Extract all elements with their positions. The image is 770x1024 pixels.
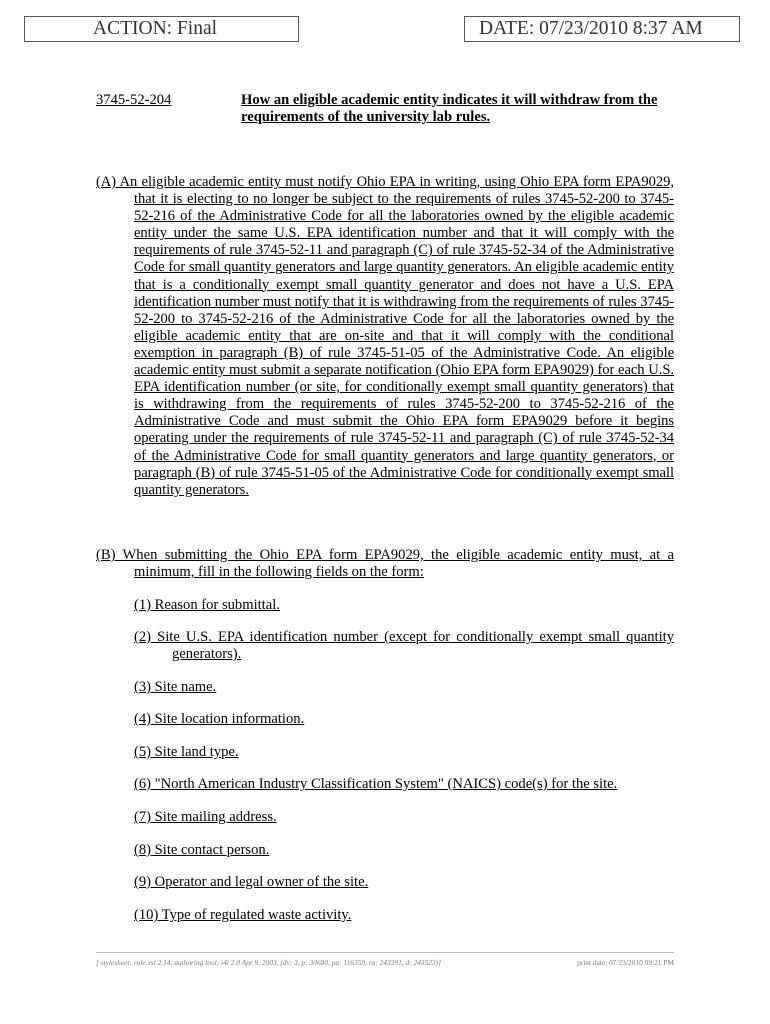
action-status-box xyxy=(24,16,299,42)
rule-title: How an eligible academic entity indicates it will withdraw from the requirements of the university lab rules. xyxy=(241,92,658,125)
list-item-3: (3) Site name. xyxy=(134,679,217,695)
list-item-6: (6) "North American Industry Classification System" (NAICS) code(s) for the site. xyxy=(134,776,618,792)
list-item-7: (7) Site mailing address. xyxy=(134,809,277,825)
date-text: DATE: 07/23/2010 8:37 AM xyxy=(479,18,703,39)
list-item-9: (9) Operator and legal owner of the site. xyxy=(134,874,369,890)
list-item-2: (2) Site U.S. EPA identification number (except for conditionally exempt small quantity generators). xyxy=(134,629,674,662)
paragraph-a: (A) An eligible academic entity must notify Ohio EPA in writing, using Ohio EPA form EPA9029, that it is electing to no longer be subject to the requirements of rules 3745-52-200 to 3745-52-216 of the Administrative Code for all the laboratories owned by the eligible academic entity under the same U.S. EPA identification number and that it will comply with the requirements of rule 3745-52-11 and paragraph (C) of rule 3745-52-34 of the Administrative Code for small quantity generators and large quantity generators. An eligible academic entity that is a conditionally exempt small quantity generator and does not have a U.S. EPA identification number must notify that it is withdrawing from the requirements of rules 3745-52-200 to 3745-52-216 of the Administrative Code for all the laboratories owned by the eligible academic entity that are on-site and that it will comply with the conditional exemption in paragraph (B) of rule 3745-51-05 of the Administrative Code. An eligible academic entity must submit a separate notification (Ohio EPA form EPA9029) for each U.S. EPA identification number (or site, for conditionally exempt small quantity generators) that is withdrawing from the requirements of rules 3745-52-200 to 3745-52-216 of the Administrative Code and must submit the Ohio EPA form EPA9029 before it begins operating under the requirements of rule 3745-52-11 and paragraph (C) of rule 3745-52-34 of the Administrative Code for small quantity generators and large quantity generators, or paragraph (B) of rule 3745-51-05 of the Administrative Code for conditionally exempt small quantity generators. xyxy=(96,174,674,498)
list-item-1: (1) Reason for submittal. xyxy=(134,597,280,613)
date-box xyxy=(464,16,740,42)
list-item-8: (8) Site contact person. xyxy=(134,842,270,858)
footer-print-date: print date: 07/23/2010 09:21 PM xyxy=(577,958,674,967)
list-item-10: (10) Type of regulated waste activity. xyxy=(134,907,352,923)
list-item-4: (4) Site location information. xyxy=(134,711,305,727)
paragraph-b: (B) When submitting the Ohio EPA form EPA9029, the eligible academic entity must, at a minimum, fill in the following fields on the form: xyxy=(96,547,674,581)
rule-number: 3745-52-204 xyxy=(96,92,172,108)
list-item-5: (5) Site land type. xyxy=(134,744,239,760)
footer-divider xyxy=(96,952,674,953)
footer-stylesheet-info: [ stylesheet: rule.xsl 2.14, authoring tool: i4i 2.0 Apr 9, 2003, (dv: 3, p: 30680, pa: 116359, ra: 243391, d: 243523)] xyxy=(96,958,442,967)
action-status-text: ACTION: Final xyxy=(93,18,218,39)
